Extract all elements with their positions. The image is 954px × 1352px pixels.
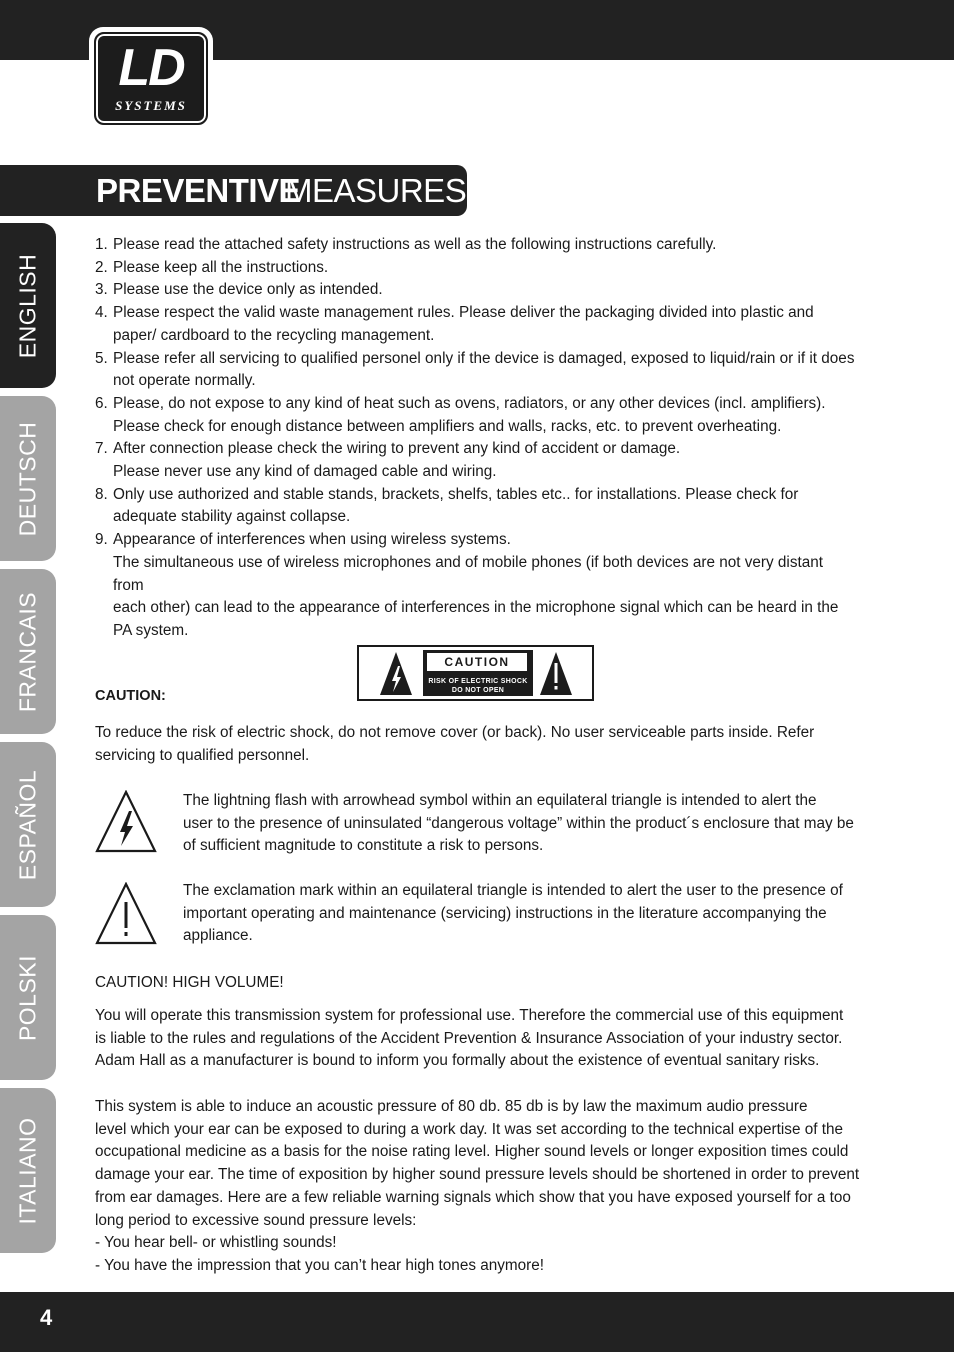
- tab-label: ITALIANO: [14, 1116, 41, 1225]
- list-item: [95, 348, 855, 393]
- tab-espanol[interactable]: [0, 742, 56, 907]
- item-text: Please read the attached safety instructions as well as the following instructions carefully.: [113, 236, 717, 253]
- high-volume-heading: CAUTION! HIGH VOLUME!: [95, 974, 284, 991]
- tab-francais[interactable]: [0, 569, 56, 734]
- logo-main-text: LD: [118, 39, 184, 97]
- caution-sign: [357, 645, 594, 701]
- item-text: paper/ cardboard to the recycling management.: [113, 326, 435, 344]
- item-text: Please check for enough distance between amplifiers and walls, racks, etc. to prevent overheating.: [113, 417, 782, 435]
- lightning-description: [183, 790, 854, 858]
- list-item: [95, 302, 855, 347]
- item-text: Please, do not expose to any kind of heat such as ovens, radiators, or any other devices (incl. amplifiers).: [113, 394, 826, 412]
- tab-label: ENGLISH: [14, 253, 41, 358]
- list-item: [95, 529, 855, 643]
- section-title-bar: [0, 165, 475, 216]
- caution-sign-center: [423, 650, 533, 696]
- item-text: Please refer all servicing to qualified personel only if the device is damaged, exposed to liquid/rain or if it does: [113, 349, 855, 367]
- paragraph-professional-use: [95, 1005, 843, 1073]
- tab-label: FRANCAIS: [14, 591, 41, 712]
- item-number: 9.: [95, 531, 108, 549]
- title-bold: PREVENTIVE: [96, 172, 301, 209]
- text-line: The lightning flash with arrowhead symbol within an equilateral triangle is intended to alert the: [183, 792, 817, 809]
- instructions-list: [95, 234, 855, 643]
- item-number: 7.: [95, 440, 108, 458]
- item-number: 2.: [95, 258, 108, 276]
- caution-sign-word: CAUTION: [427, 653, 527, 671]
- text-line: level which your ear can be exposed to during a work day. It was set according to the technical expertise of the: [95, 1120, 843, 1138]
- item-text: Please use the device only as intended.: [113, 281, 383, 299]
- list-item: [95, 393, 855, 438]
- caution-text: [95, 722, 814, 767]
- text-line: is liable to the rules and regulations of the Accident Prevention & Insurance Association of your industry sector.: [95, 1029, 843, 1047]
- text-line: occupational medicine as a basis for the noise rating level. Higher sound levels or longer exposition times could: [95, 1143, 849, 1161]
- tab-italiano[interactable]: [0, 1088, 56, 1253]
- tab-polski[interactable]: [0, 915, 56, 1080]
- item-text: adequate stability against collapse.: [113, 508, 351, 526]
- exclamation-description: [183, 880, 843, 948]
- item-text: The simultaneous use of wireless microphones and of mobile phones (if both devices are not very distant from: [113, 553, 823, 594]
- text-line: damage your ear. The time of exposition by higher sound pressure levels should be shortened in order to prevent: [95, 1166, 860, 1184]
- list-item: [95, 279, 855, 302]
- caution-sign-sub1: RISK OF ELECTRIC SHOCK: [428, 678, 528, 685]
- item-text: Please keep all the instructions.: [113, 258, 329, 276]
- item-number: 8.: [95, 485, 108, 503]
- text-line: This system is able to induce an acoustic pressure of 80 db. 85 db is by law the maximum audio pressure: [95, 1098, 808, 1115]
- text-line: The exclamation mark within an equilateral triangle is intended to alert the user to the presence of: [183, 882, 843, 899]
- list-item: [95, 484, 855, 529]
- tab-label: ESPAÑOL: [14, 769, 41, 880]
- page-number: 4: [40, 1305, 53, 1330]
- text-line: appliance.: [183, 927, 253, 945]
- text-line: from ear damages. Here are a few reliable warning signals which show that you have exposed yourself for a too: [95, 1188, 851, 1206]
- tab-label: DEUTSCH: [14, 421, 41, 536]
- text-line: long period to excessive sound pressure levels:: [95, 1211, 417, 1229]
- bottom-bar: [0, 1292, 954, 1352]
- logo-sub-text: SYSTEMS: [115, 98, 187, 113]
- text-line: servicing to qualified personnel.: [95, 746, 310, 764]
- item-number: 1.: [95, 236, 108, 253]
- text-line: user to the presence of uninsulated “dangerous voltage” within the product´s enclosure that may be: [183, 814, 854, 832]
- text-line: You will operate this transmission system for professional use. Therefore the commercial use of this equipment: [95, 1007, 844, 1024]
- item-text: Only use authorized and stable stands, brackets, shelfs, tables etc.. for installations. Please check for: [113, 485, 799, 503]
- tab-english[interactable]: [0, 223, 56, 388]
- lightning-warning-icon: [95, 790, 157, 853]
- list-item: [95, 234, 855, 257]
- caution-label: CAUTION:: [95, 688, 166, 704]
- text-line: of sufficient magnitude to constitute a risk to persons.: [183, 837, 544, 855]
- exclamation-triangle-icon: [539, 650, 573, 696]
- title-light: MEASURES:: [285, 172, 475, 209]
- paragraph-sound-pressure: [95, 1096, 859, 1278]
- lightning-triangle-icon: [379, 650, 413, 696]
- text-line: important operating and maintenance (servicing) instructions in the literature accompanying the: [183, 904, 827, 922]
- text-line: Adam Hall as a manufacturer is bound to inform you formally about the existence of eventual sanitary risks.: [95, 1052, 820, 1070]
- list-item: [95, 257, 855, 280]
- item-number: 4.: [95, 304, 108, 322]
- item-text: each other) can lead to the appearance of interferences in the microphone signal which can be heard in the: [113, 599, 839, 617]
- ld-systems-logo: [89, 27, 213, 126]
- caution-sign-sub2: DO NOT OPEN: [451, 687, 505, 694]
- item-number: 3.: [95, 281, 108, 299]
- item-text: Appearance of interferences when using wireless systems.: [113, 531, 511, 549]
- item-text: Please never use any kind of damaged cable and wiring.: [113, 463, 497, 481]
- text-line: To reduce the risk of electric shock, do not remove cover (or back). No user serviceable parts inside. Refer: [95, 724, 815, 741]
- item-text: After connection please check the wiring to prevent any kind of accident or damage.: [113, 440, 681, 458]
- tab-label: POLSKI: [14, 954, 41, 1041]
- item-text: not operate normally.: [113, 372, 256, 390]
- item-number: 6.: [95, 394, 108, 412]
- text-line: - You hear bell- or whistling sounds!: [95, 1234, 337, 1252]
- item-number: 5.: [95, 349, 108, 367]
- item-text: Please respect the valid waste management rules. Please deliver the packaging divided into plastic and: [113, 304, 814, 322]
- list-item: [95, 438, 855, 483]
- text-line: - You have the impression that you can’t hear high tones anymore!: [95, 1256, 544, 1274]
- item-text: PA system.: [113, 621, 189, 639]
- exclamation-warning-icon: [95, 882, 157, 945]
- tab-deutsch[interactable]: [0, 396, 56, 561]
- logo-badge: [94, 32, 208, 125]
